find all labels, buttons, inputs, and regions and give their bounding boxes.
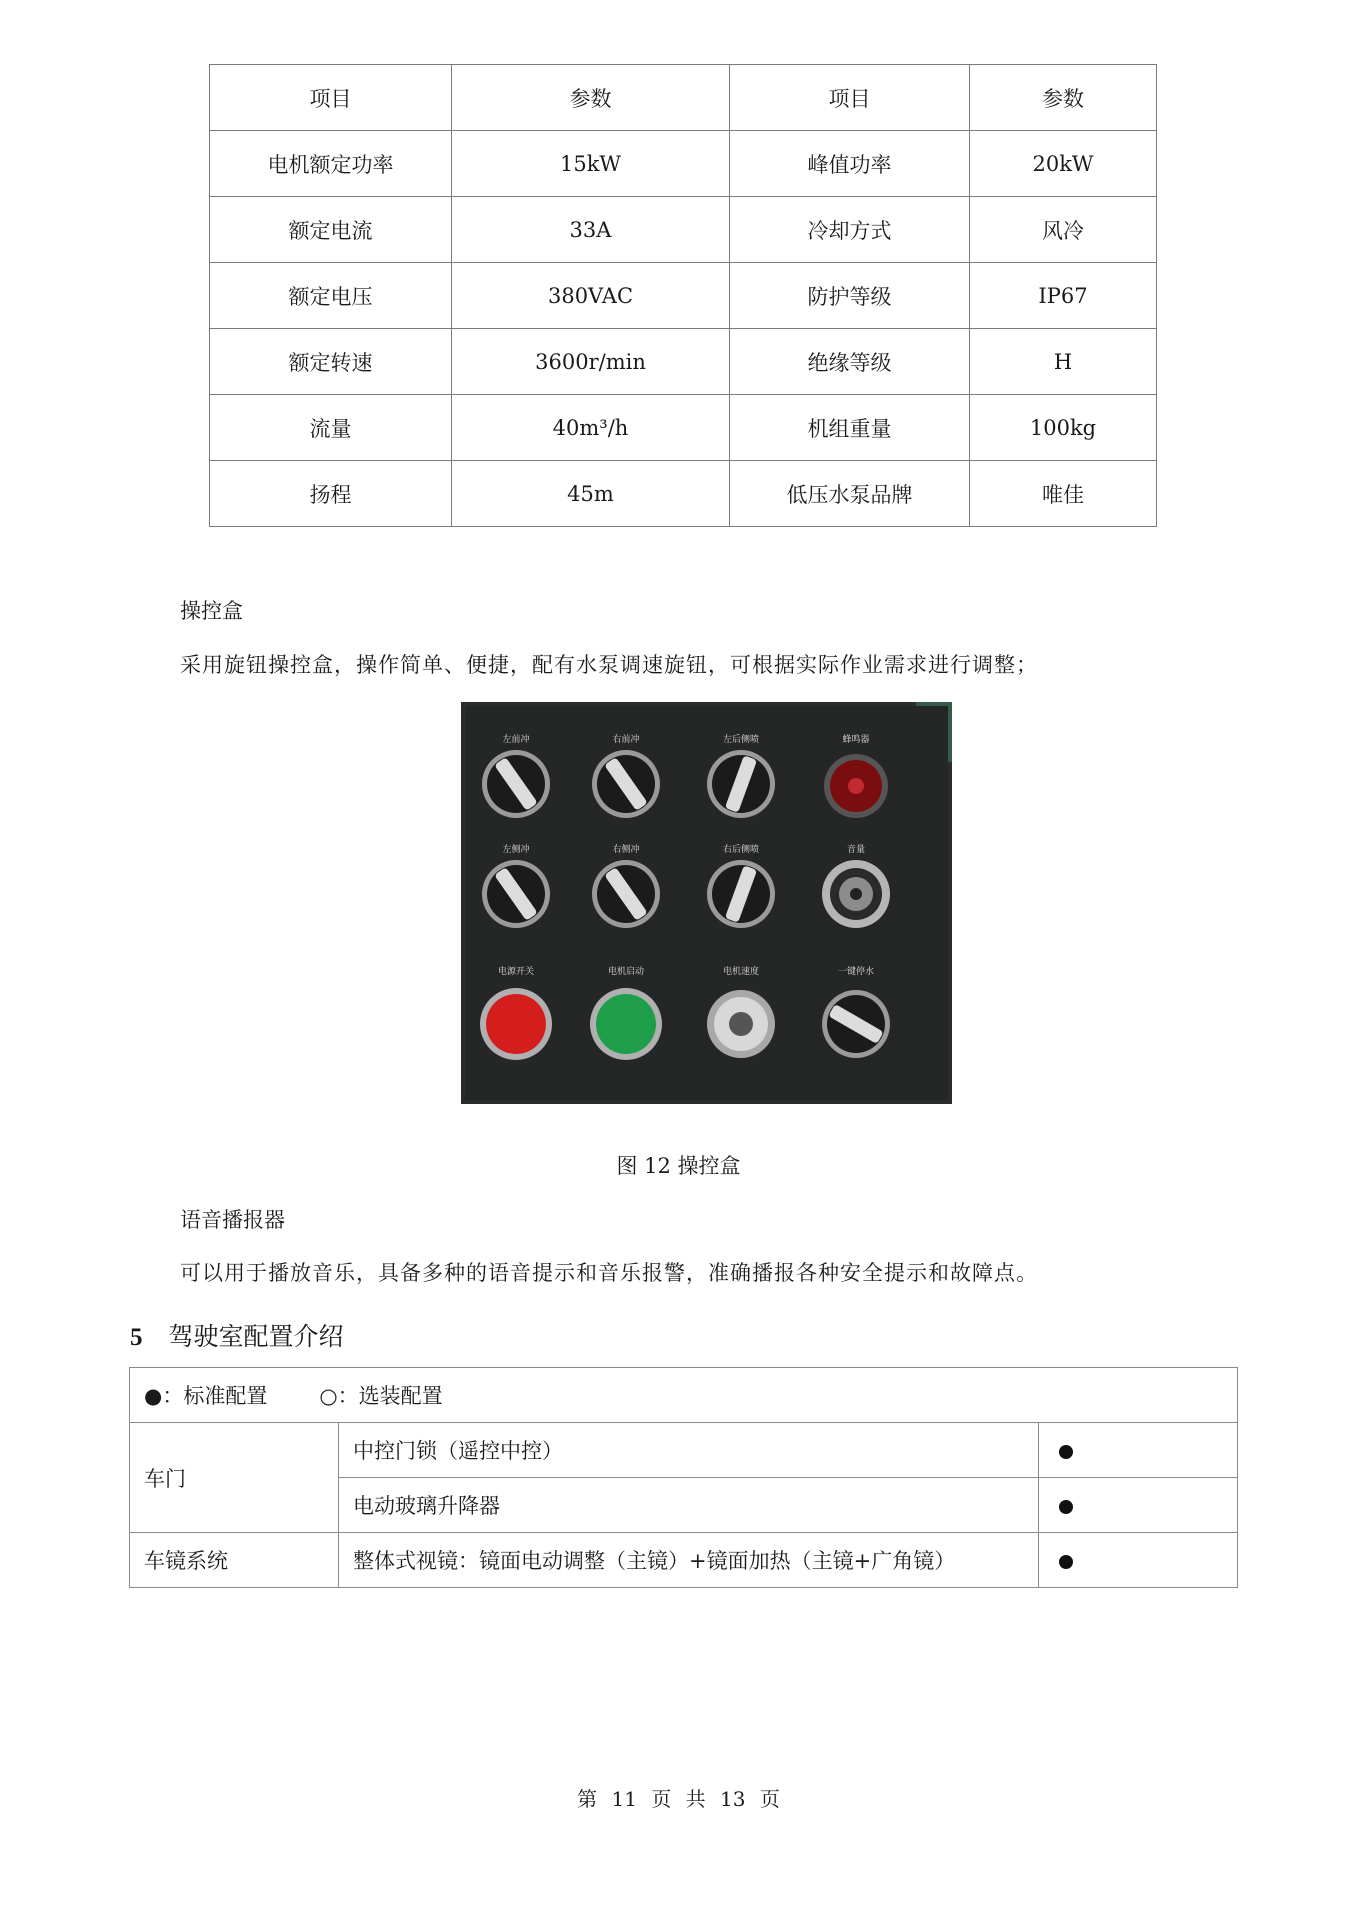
- selector-knob: [592, 750, 660, 818]
- table-cell: 额定电流: [210, 197, 452, 263]
- standard-dot-icon: [1059, 1555, 1073, 1569]
- header-cell: 项目: [730, 65, 970, 131]
- selector-knob: [482, 860, 550, 928]
- legend-optional: ○：选装配置: [319, 1384, 443, 1408]
- header-cell: 参数: [452, 65, 730, 131]
- table-cell: H: [970, 329, 1157, 395]
- panel-label: 左侧冲: [502, 845, 530, 855]
- figure-caption: 图 12 操控盒: [616, 1154, 741, 1178]
- standard-dot-icon: [1059, 1445, 1073, 1459]
- table-cell: 扬程: [210, 461, 452, 527]
- category-cell: 车镜系统: [130, 1533, 339, 1588]
- section-heading: [130, 1317, 344, 1353]
- item-cell: 中控门锁（遥控中控）: [339, 1423, 1039, 1478]
- control-box-photo: [461, 702, 952, 1104]
- table-cell: 40m³/h: [452, 395, 730, 461]
- panel-label: 左前冲: [502, 735, 530, 745]
- table-cell: 20kW: [970, 131, 1157, 197]
- table-cell: 3600r/min: [452, 329, 730, 395]
- table-cell: 15kW: [452, 131, 730, 197]
- table-row: [210, 461, 1157, 527]
- selector-knob: [822, 990, 890, 1058]
- table-cell: 380VAC: [452, 263, 730, 329]
- panel-label: 电源开关: [497, 967, 535, 977]
- category-cell: 车门: [130, 1423, 339, 1533]
- buzzer: [824, 754, 888, 818]
- legend-row: [130, 1368, 1238, 1423]
- red-push-button: [480, 988, 552, 1060]
- table-cell: 防护等级: [730, 263, 970, 329]
- volume-knob: [822, 860, 890, 928]
- selector-knob: [482, 750, 550, 818]
- header-cell: 项目: [210, 65, 452, 131]
- standard-mark-cell: [1039, 1423, 1238, 1478]
- table-cell: 冷却方式: [730, 197, 970, 263]
- green-push-button: [590, 988, 662, 1060]
- table-cell: 45m: [452, 461, 730, 527]
- table-row: [210, 131, 1157, 197]
- page-footer: 第 11 页 共 13 页: [577, 1787, 780, 1811]
- table-row: [130, 1533, 1238, 1588]
- panel-label: 电机启动: [607, 967, 645, 977]
- control-box-description: 采用旋钮操控盒，操作简单、便捷，配有水泵调速旋钮，可根据实际作业需求进行调整；: [180, 653, 1038, 677]
- table-row: [210, 395, 1157, 461]
- standard-mark-cell: [1039, 1533, 1238, 1588]
- header-cell: 参数: [970, 65, 1157, 131]
- table-cell: 低压水泵品牌: [730, 461, 970, 527]
- voice-broadcaster-heading: 语音播报器: [180, 1208, 285, 1232]
- table-cell: 风冷: [970, 197, 1157, 263]
- selector-knob: [592, 860, 660, 928]
- table-cell: 机组重量: [730, 395, 970, 461]
- table-header-row: [210, 65, 1157, 131]
- table-cell: 100kg: [970, 395, 1157, 461]
- panel-label: 右后侧喷: [722, 845, 760, 855]
- selector-knob: [707, 860, 775, 928]
- panel-label: 音量: [846, 845, 866, 855]
- standard-dot-icon: [1059, 1500, 1073, 1514]
- item-cell: 整体式视镜：镜面电动调整（主镜）+镜面加热（主镜+广角镜）: [339, 1533, 1039, 1588]
- panel-label: 一键停水: [837, 967, 875, 977]
- table-row: [130, 1423, 1238, 1478]
- legend-cell: [130, 1368, 1238, 1423]
- table-cell: 额定转速: [210, 329, 452, 395]
- speed-knob: [707, 990, 775, 1058]
- cab-config-table: [129, 1367, 1238, 1588]
- table-row: [210, 197, 1157, 263]
- panel-label: 右侧冲: [612, 845, 640, 855]
- table-cell: IP67: [970, 263, 1157, 329]
- standard-mark-cell: [1039, 1478, 1238, 1533]
- motor-spec-table: [209, 64, 1157, 527]
- section-title: 驾驶室配置介绍: [168, 1322, 344, 1351]
- voice-broadcaster-description: 可以用于播放音乐，具备多种的语音提示和音乐报警，准确播报各种安全提示和故障点。: [180, 1261, 1038, 1285]
- section-number: 5: [130, 1324, 143, 1351]
- table-cell: 峰值功率: [730, 131, 970, 197]
- panel-label: 左后侧喷: [722, 735, 760, 745]
- table-row: [210, 263, 1157, 329]
- table-row: [210, 329, 1157, 395]
- item-cell: 电动玻璃升降器: [339, 1478, 1039, 1533]
- panel-label: 蜂鸣器: [842, 735, 870, 745]
- table-cell: 33A: [452, 197, 730, 263]
- panel-label: 电机速度: [722, 967, 760, 977]
- panel-label: 右前冲: [612, 735, 640, 745]
- selector-knob: [707, 750, 775, 818]
- table-cell: 电机额定功率: [210, 131, 452, 197]
- table-cell: 流量: [210, 395, 452, 461]
- legend-standard: ●：标准配置: [144, 1384, 268, 1408]
- table-cell: 额定电压: [210, 263, 452, 329]
- table-cell: 唯佳: [970, 461, 1157, 527]
- table-cell: 绝缘等级: [730, 329, 970, 395]
- control-box-heading: 操控盒: [180, 599, 243, 623]
